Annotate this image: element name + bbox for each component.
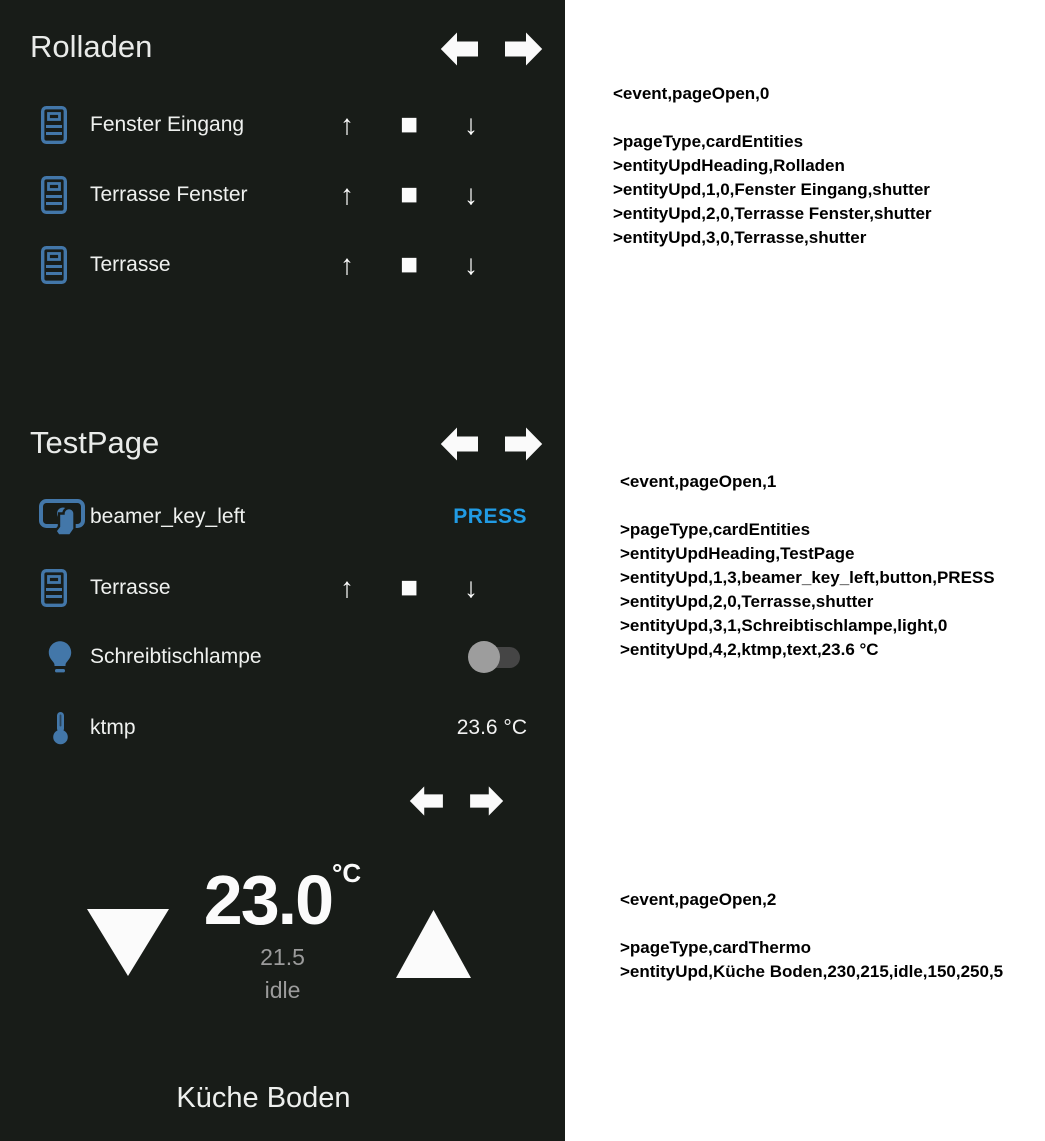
press-button[interactable]: PRESS [453,505,527,528]
log-block-page2 [620,888,1003,984]
target-temperature: 21.5 [260,944,305,970]
arrow-left-bold-icon [440,31,478,67]
log-line: >entityUpd,3,0,Terrasse,shutter [613,228,867,247]
log-event-line: <event,pageOpen,1 [620,472,777,491]
window-shutter-icon [41,246,67,284]
thermometer-icon [52,711,69,745]
arrow-right-bold-icon [505,426,543,462]
window-shutter-icon [41,176,67,214]
shutter-up-icon[interactable]: ↑ [340,109,354,140]
log-blank-line [613,106,932,130]
log-line: >entityUpd,1,0,Fenster Eingang,shutter [613,180,930,199]
entity-row [0,495,565,539]
shutter-stop-icon[interactable]: ■ [399,178,419,211]
entity-label: Schreibtischlampe [90,645,262,668]
shutter-stop-icon[interactable]: ■ [399,571,419,604]
temperature-unit: °C [332,858,362,888]
log-line: >entityUpdHeading,Rolladen [613,156,845,175]
shutter-up-icon[interactable]: ↑ [340,249,354,280]
nav-prev-button[interactable] [440,426,478,462]
log-event-line: <event,pageOpen,0 [613,84,770,103]
log-line: >entityUpd,1,3,beamer_key_left,button,PRESS [620,568,995,587]
page-heading: TestPage [30,425,160,460]
thermostat-title: Küche Boden [176,1082,351,1114]
entity-label: beamer_key_left [90,505,246,528]
entity-row [0,103,565,147]
entity-label: Terrasse [90,253,171,276]
light-toggle-switch[interactable] [468,635,520,679]
shutter-down-icon[interactable]: ↓ [464,109,478,140]
current-temperature: $23.0^{^\circ C}$ [203,858,362,939]
hvac-state: idle [264,977,301,1003]
log-line: >entityUpd,3,1,Schreibtischlampe,light,0 [620,616,948,635]
shutter-up-icon[interactable]: ↑ [340,572,354,603]
toggle-knob [468,641,500,673]
arrow-right-bold-icon [470,785,504,817]
log-line: >entityUpd,2,0,Terrasse Fenster,shutter [613,204,932,223]
log-event-line: <event,pageOpen,2 [620,890,777,909]
shutter-down-icon[interactable]: ↓ [464,249,478,280]
entity-row [0,173,565,217]
log-blank-line [620,912,1003,936]
log-line: >pageType,cardEntities [613,132,804,151]
entity-row [0,635,565,679]
log-block-page0 [613,82,932,250]
entity-label: Terrasse Fenster [90,183,248,206]
log-blank-line [620,494,995,518]
shutter-down-icon[interactable]: ↓ [464,572,478,603]
nav-next-button[interactable] [505,426,543,462]
window-shutter-icon [41,569,67,607]
arrow-left-bold-icon [409,785,443,817]
arrow-right-bold-icon [505,31,543,67]
page-heading: Rolladen [30,29,153,64]
log-line: >pageType,cardThermo [620,938,811,957]
sensor-value: 23.6 °C [456,716,527,739]
log-block-page1 [620,470,995,662]
gesture-tap-button-icon [39,496,85,538]
entity-row [0,243,565,287]
shutter-down-icon[interactable]: ↓ [464,179,478,210]
entity-label: Fenster Eingang [90,113,245,136]
nav-prev-button[interactable] [409,785,443,817]
entity-row [0,566,565,610]
entity-row [0,706,565,750]
shutter-stop-icon[interactable]: ■ [399,108,419,141]
log-line: >entityUpd,4,2,ktmp,text,23.6 °C [620,640,879,659]
log-line: >pageType,cardEntities [620,520,811,539]
entity-label: ktmp [90,716,136,739]
nav-prev-button[interactable] [440,31,478,67]
nav-next-button[interactable] [470,785,504,817]
arrow-left-bold-icon [440,426,478,462]
entity-label: Terrasse [90,576,171,599]
log-line: >entityUpd,2,0,Terrasse,shutter [620,592,874,611]
shutter-stop-icon[interactable]: ■ [399,248,419,281]
shutter-up-icon[interactable]: ↑ [340,179,354,210]
window-shutter-icon [41,106,67,144]
log-line: >entityUpd,Küche Boden,230,215,idle,150,250,5 [620,962,1004,981]
lightbulb-icon [48,641,72,674]
log-line: >entityUpdHeading,TestPage [620,544,855,563]
nav-next-button[interactable] [505,31,543,67]
